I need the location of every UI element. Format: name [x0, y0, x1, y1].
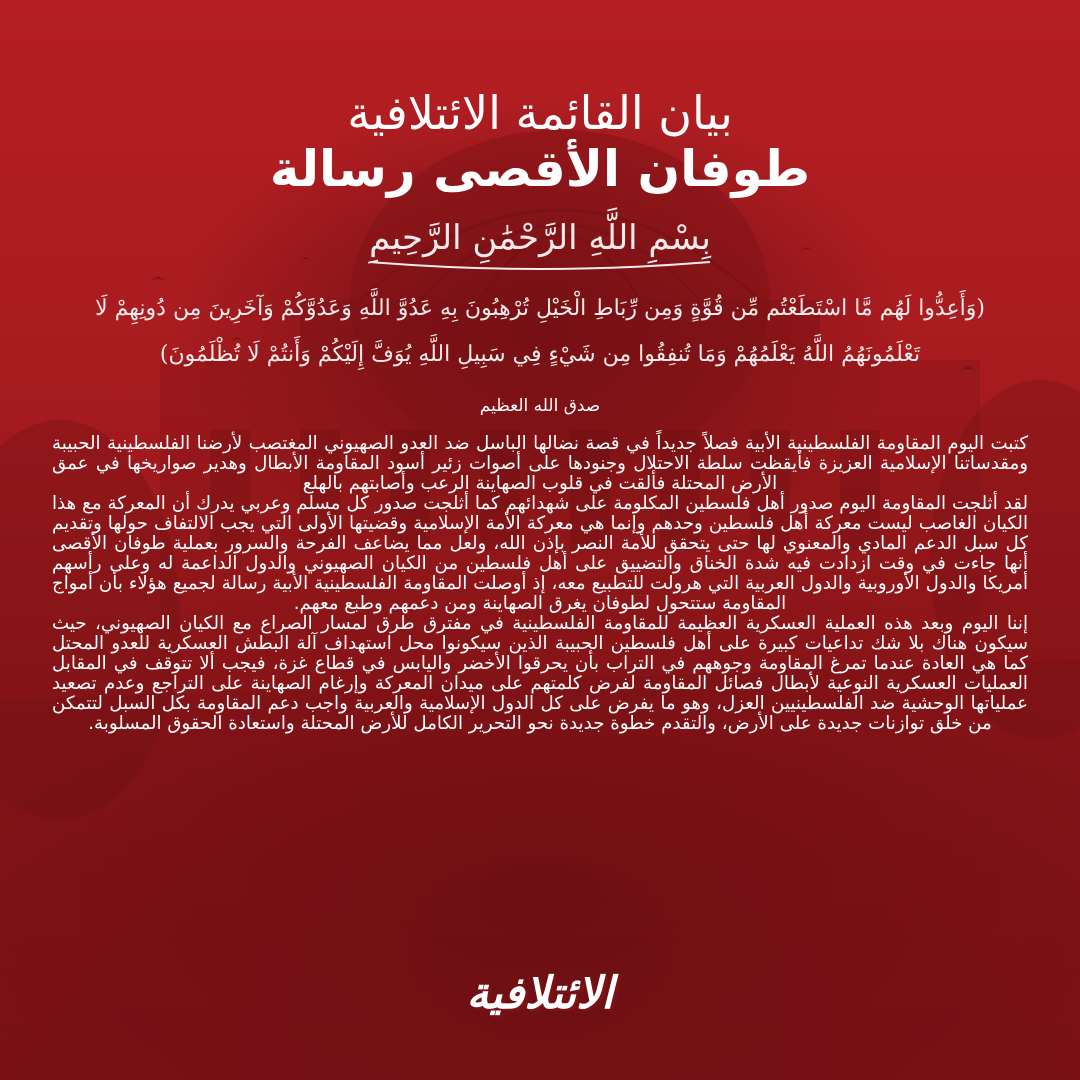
verse-attribution: صدق الله العظيم [479, 396, 601, 416]
basmala-flourish [360, 256, 720, 274]
body-paragraph-1: كتبت اليوم المقاومة الفلسطينية الأبية فصلاً جديداً في قصة نضالها الباسل ضد العدو الصهيوني المغتصب لأرضنا الفلسطينية الحبيبة ومقدساتنا الإسلامية العزيزة فأيقظت سلطة الاحتلال وجنودها على أصوات زئير أسود المقاومة الأبطال وهدير صواريخها في عمق الأرض المحتلة فألقت في قلوب الصهاينة الرعب وأصابتهم بالهلع [52, 433, 1028, 494]
statement-title: بيان القائمة الائتلافية [347, 86, 733, 140]
body-paragraph-3: إننا اليوم وبعد هذه العملية العسكرية العظيمة للمقاومة الفلسطينية في مفترق طرق لمسار الصراع مع الكيان الصهيوني، حيث سيكون هناك بلا شك تداعيات كبيرة على أهل فلسطين الحبيبة الذين سيكونوا محل استهداف آلة البطش العسكرية للعدو المحتل كما هي العادة عندما تمرغ المقاومة وجوههم في التراب بأن يحرقوا الأخضر واليابس في قطاع غزة، فيجب ألا تتوقف في المقابل العمليات العسكرية النوعية لأبطال فصائل المقاومة لفرض كلمتهم على ميدان المعركة وإرغام الصهاينة على التراجع وعدم تصعيد عملياتها الوحشية ضد الفلسطينيين العزل، وهو ما يفرض على كل الدول الإسلامية والعربية واجب دعم المقاومة بكل السبل لتتمكن من خلق توازنات جديدة على الأرض، والتقدم خطوة جديدة نحو التحرير الكامل للأرض المحتلة واستعادة الحقوق المسلوبة. [52, 613, 1028, 734]
quran-verse: (وَأَعِدُّوا لَهُم مَّا اسْتَطَعْتُم مِّن قُوَّةٍ وَمِن رِّبَاطِ الْخَيْلِ تُرْهِبُونَ بِهِ عَدُوَّ اللَّهِ وَعَدُوَّكُمْ وَآخَرِينَ مِن دُونِهِمْ لَا تَعْلَمُونَهُمُ اللَّهُ يَعْلَمُهُمْ وَمَا تُنفِقُوا مِن شَيْءٍ فِي سَبِيلِ اللَّهِ يُوَفَّ إِلَيْكُمْ وَأَنتُمْ لَا تُظْلَمُونَ) [95, 296, 985, 367]
coalition-logo: الائتلافية [466, 968, 614, 1019]
statement-body [52, 434, 1028, 734]
body-paragraph-2: لقد أثلجت المقاومة اليوم صدور أهل فلسطين المكلومة على شهدائهم كما أثلجت صدور كل مسلم وعربي يدرك أن المعركة مع هذا الكيان الغاصب ليست معركة أهل فلسطين وحدهم وإنما هي معركة الأمة الإسلامية وقضيتها الأولى التي يجب الالتفاف حولها وتقديم كل سبل الدعم المادي والمعنوي لها حتى يتحقق للأمة النصر بإذن الله، ولعل مما يضاعف الفرحة والسرور بعملية طوفان الأقصى أنها جاءت في وقت ازدادت فيه شدة الخناق والتضييق على أهل فلسطين من الكيان الصهيوني والدول الداعمة له وعلى رأسهم أمريكا والدول الأوروبية والدول العربية التي هرولت للتطبيع معه، إذ أوصلت المقاومة الفلسطينية الأبية رسالة لجميع هؤلاء بأن أمواج المقاومة ستتحول لطوفان يغرق الصهاينة ومن دعمهم وطبع معهم. [52, 493, 1028, 614]
statement-subtitle: طوفان الأقصى رسالة [269, 140, 811, 198]
basmala-calligraphy: بِسْمِ اللَّهِ الرَّحْمَٰنِ الرَّحِيمِ [369, 218, 711, 258]
